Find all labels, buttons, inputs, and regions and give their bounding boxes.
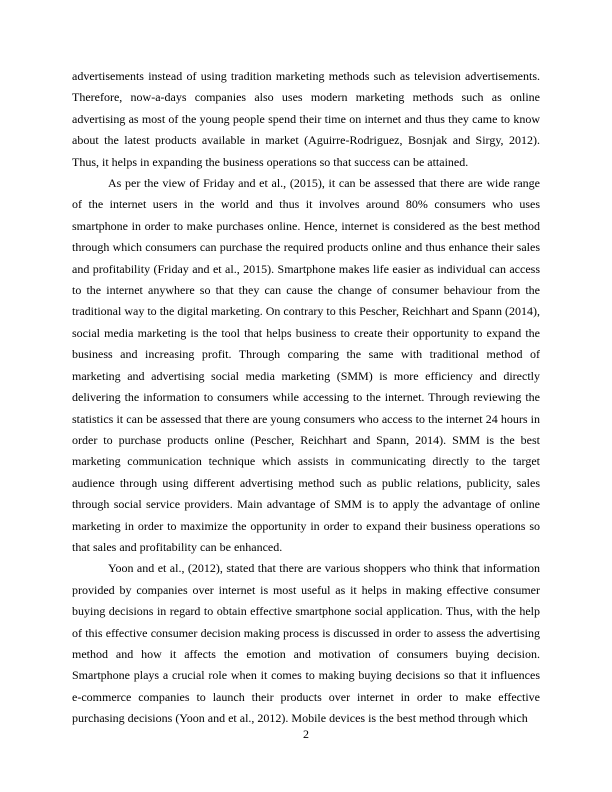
paragraph-yoon: Yoon and et al., (2012), stated that there are various shoppers who think that information provided by companies over internet is most useful as it helps in making effective consumer buying decisions in regard to obtain effective smartphone social application. Thus, with the help of this effective consumer decision making process is discussed in order to assess the advertising method and how it affects the emotion and motivation of consumers buying decision. Smartphone plays a crucial role when it comes to making buying decisions so that it influences e-commerce companies to launch their products over internet in order to make effective purchasing decisions (Yoon and et al., 2012). Mobile devices is the best method through which: [72, 561, 540, 726]
paragraph-friday: As per the view of Friday and et al., (2015), it can be assessed that there are wide range of the internet users in the world and thus it involves around 80% consumers who uses smartphone in order to make purchases online. Hence, internet is considered as the best method through which consumers can purchase the required products online and thus enhance their sales and profitability (Friday and et al., 2015). Smartphone makes life easier as individual can access to the internet anywhere so that they can cause the change of consumer behaviour from the traditional way to the digital marketing. On contrary to this Pescher, Reichhart and Spann (2014), social media marketing is the tool that helps business to create their opportunity to expand the business and increasing profit. Through comparing the same with traditional method of marketing and advertising social media marketing (SMM) is more efficiency and directly delivering the information to consumers while accessing to the internet. Through reviewing the statistics it can be assessed that there are young consumers who access to the internet 24 hours in order to purchase products online (Pescher, Reichhart and Spann, 2014). SMM is the best marketing communication technique which assists in communicating directly to the target audience through using different advertising method such as public relations, publicity, sales through social service providers. Main advantage of SMM is to apply the advantage of online marketing in order to maximize the opportunity in order to expand their business operations so that sales and profitability can be enhanced.: [72, 176, 540, 554]
page-number: 2: [303, 727, 309, 741]
paragraph-continuation: advertisements instead of using tradition marketing methods such as television advertisements. Therefore, now-a-days companies also uses modern marketing methods such as online advertising as most of the young people spend their time on internet and thus they came to know about the latest products available in market (Aguirre-Rodriguez, Bosnjak and Sirgy, 2012). Thus, it helps in expanding the business operations so that success can be attained.: [72, 69, 540, 169]
body-text: [72, 66, 540, 730]
